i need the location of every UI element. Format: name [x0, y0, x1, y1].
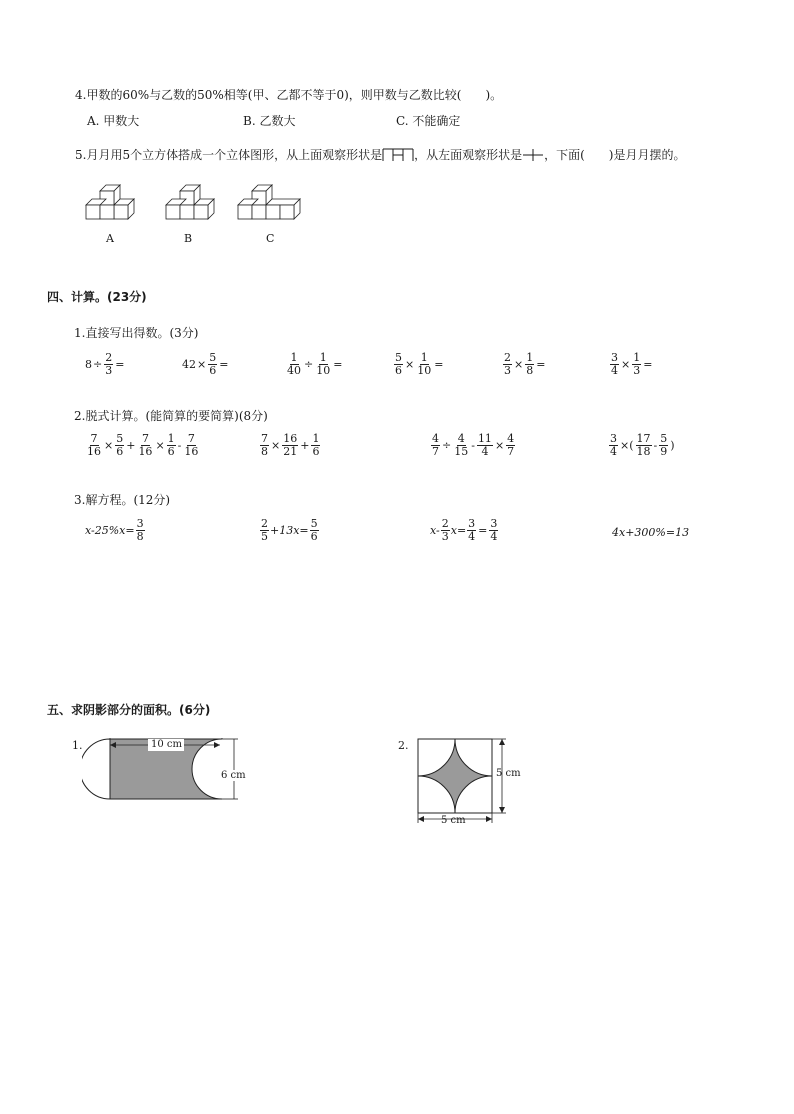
q4-option-b: B. 乙数大 [243, 114, 296, 128]
q5-text-part-c: ，下面( )是月月摆的。 [544, 148, 686, 162]
figure-2-side-label: 5 cm [496, 768, 521, 779]
calc-1-item-2: 42 × $\frac{5}{6}$ = [182, 351, 229, 377]
question-5-text [75, 146, 685, 163]
equation-2: $\frac{2}{5}$ +13x= $\frac{5}{6}$ [261, 517, 318, 543]
figure-label-c: C [266, 232, 275, 245]
calc-2-expr-4: $\frac{3}{4}$ ×( $\frac{17}{18}$ - $\frac{5}{9}$ ) [610, 432, 675, 458]
q5-text-part-b: ，从左面观察形状是 [414, 148, 523, 162]
q4-option-c: C. 不能确定 [396, 114, 461, 128]
calc-2-expr-2: $\frac{7}{8}$ × $\frac{16}{21}$ + $\frac{1}{6}$ [261, 432, 320, 458]
calc-1-item-3: $\frac{1}{40}$ ÷ $\frac{1}{10}$ = [287, 351, 343, 377]
question-4-text: 4.甲数的60%与乙数的50%相等(甲、乙都不等于0)，则甲数与乙数比较( )。 [75, 88, 503, 102]
figure-label-a: A [106, 232, 114, 245]
left-view-icon [522, 147, 544, 163]
cube-figure-b [160, 183, 220, 225]
figure-1-label: 1. [72, 739, 83, 752]
subsection-1-title: 1.直接写出得数。(3分) [74, 326, 199, 340]
q5-text-part-a: 5.月月用5个立方体搭成一个立体图形，从上面观察形状是 [75, 148, 383, 162]
calc-1-item-1: 8 ÷ $\frac{2}{3}$ = [85, 351, 125, 377]
equation-4: 4x+300%=13 [612, 526, 690, 539]
calc-1-item-6: $\frac{3}{4}$ × $\frac{1}{3}$ = [611, 351, 653, 377]
subsection-3-title: 3.解方程。(12分) [74, 493, 171, 507]
figure-1-height-label: 6 cm [221, 770, 246, 781]
calc-2-expr-1: $\frac{7}{16}$ × $\frac{5}{6}$ + $\frac{7}{16}$ × $\frac{1}{6}$ - $\frac{7}{16}$ [87, 432, 199, 458]
cube-figure-c [232, 183, 306, 225]
figure-1-width-label: 10 cm [151, 739, 182, 750]
equation-1: x-25%x= $\frac{3}{8}$ [85, 517, 144, 543]
calc-1-item-4: $\frac{5}{6}$ × $\frac{1}{10}$ = [395, 351, 444, 377]
figure-2-bottom-label: 5 cm [441, 815, 466, 826]
q4-option-a: A. 甲数大 [87, 114, 140, 128]
subsection-2-title: 2.脱式计算。(能简算的要简算)(8分) [74, 409, 268, 423]
figure-label-b: B [184, 232, 193, 245]
top-view-icon [382, 147, 414, 163]
equation-3: x- $\frac{2}{3}$ x= $\frac{3}{4}$ = $\frac{3}{4}$ [430, 517, 498, 543]
calc-1-item-5: $\frac{2}{3}$ × $\frac{1}{8}$ = [504, 351, 546, 377]
calc-2-expr-3: $\frac{4}{7}$ ÷ $\frac{4}{15}$ - $\frac{11}{4}$ × $\frac{4}{7}$ [432, 432, 515, 458]
section-5-title: 五、求阴影部分的面积。(6分) [47, 703, 211, 717]
cube-figure-a [80, 183, 140, 225]
section-4-title: 四、计算。(23分) [47, 290, 147, 304]
figure-2-label: 2. [398, 739, 409, 752]
